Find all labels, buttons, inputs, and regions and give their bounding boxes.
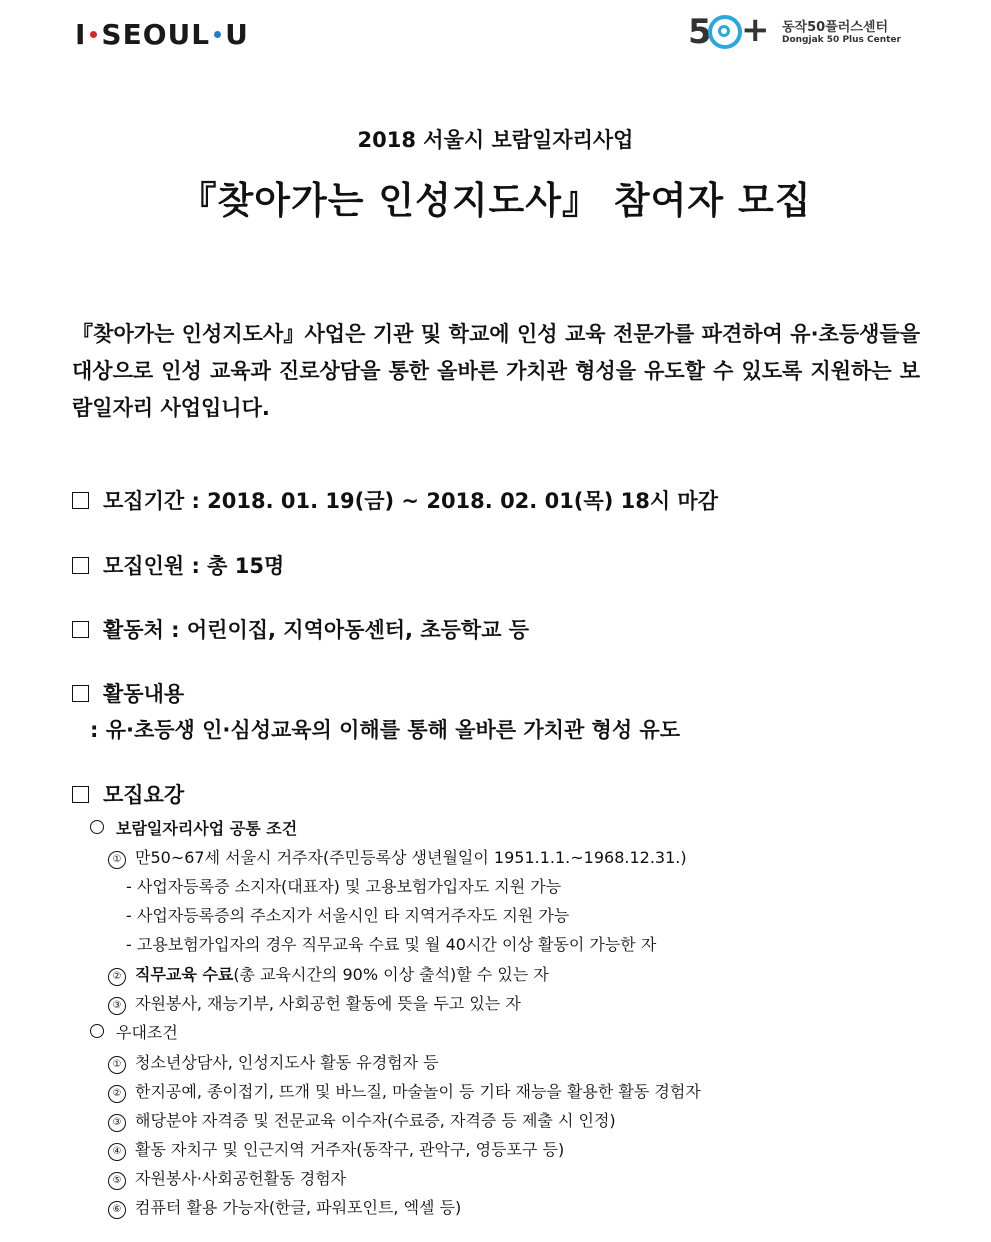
header: [0, 0, 991, 70]
center-name-ko: 동작50플러스센터: [782, 20, 888, 35]
logo-number: 5: [688, 12, 712, 52]
preferred-conditions-heading: 우대조건: [90, 1020, 178, 1043]
number-marker: ⑥: [108, 1201, 126, 1219]
section-count: 모집인원 : 총 15명: [72, 550, 284, 580]
section-place: 활동처 : 어린이집, 지역아동센터, 초등학교 등: [72, 614, 529, 644]
sub-title: 2018 서울시 보람일자리사업: [357, 128, 634, 152]
number-marker: ②: [108, 1085, 126, 1103]
seoul-logo: I SEOUL U: [75, 18, 249, 51]
preference-item: ② 한지공예, 종이접기, 뜨개 및 바느질, 마술놀이 등 기타 재능을 활용한 활동 경험자: [108, 1079, 701, 1103]
condition-1-sub: - 사업자등록증 소지자(대표자) 및 고용보험가입자도 지원 가능: [126, 877, 562, 896]
preference-item: ⑥ 컴퓨터 활용 가능자(한글, 파워포인트, 엑셀 등): [108, 1195, 461, 1219]
condition-2: ② 직무교육 수료(총 교육시간의 90% 이상 출석)할 수 있는 자: [108, 962, 549, 986]
section-content: 활동내용: [72, 678, 184, 708]
content-description: : 유·초등생 인·심성교육의 이해를 통해 올바른 가치관 형성 유도: [90, 718, 680, 742]
intro-paragraph: 『찾아가는 인성지도사』사업은 기관 및 학교에 인성 교육 전문가를 파견하여 유·초등생들을 대상으로 인성 교육과 진로상담을 통한 올바른 가치관 형성을 유도할 수 있도록 지원하는 보람일자리 사업입니다.: [72, 322, 920, 420]
number-marker: ①: [108, 851, 126, 869]
number-marker: ③: [108, 997, 126, 1015]
logo-plus: +: [741, 10, 770, 50]
number-marker: ④: [108, 1143, 126, 1161]
condition-1: ① 만50~67세 서울시 거주자(주민등록상 생년월일이 1951.1.1.~1968.12.31.): [108, 845, 687, 869]
number-marker: ②: [108, 968, 126, 986]
checkbox-square-icon: [72, 492, 89, 509]
checkbox-square-icon: [72, 685, 89, 702]
number-marker: ⑤: [108, 1172, 126, 1190]
common-conditions-heading: 보람일자리사업 공통 조건: [90, 816, 297, 839]
checkbox-square-icon: [72, 557, 89, 574]
circle-bullet-icon: [90, 820, 104, 834]
ring-icon: [708, 15, 742, 49]
preference-item: ① 청소년상담사, 인성지도사 활동 유경험자 등: [108, 1050, 439, 1074]
preference-item: ⑤ 자원봉사·사회공헌활동 경험자: [108, 1166, 346, 1190]
center-name-en: Dongjak 50 Plus Center: [782, 35, 901, 45]
number-marker: ③: [108, 1114, 126, 1132]
red-dot-icon: [90, 31, 97, 38]
dongjak-50-plus-logo: [688, 12, 928, 52]
main-title: 『찾아가는 인성지도사』 참여자 모집: [179, 179, 812, 222]
blue-dot-icon: [214, 31, 221, 38]
preference-item: ③ 해당분야 자격증 및 전문교육 이수자(수료증, 자격증 등 제출 시 인정): [108, 1108, 616, 1132]
section-requirements: 모집요강: [72, 779, 184, 809]
section-period: 모집기간 : 2018. 01. 19(금) ~ 2018. 02. 01(목) 18시 마감: [72, 485, 718, 515]
checkbox-square-icon: [72, 621, 89, 638]
condition-1-sub: - 사업자등록증의 주소지가 서울시인 타 지역거주자도 지원 가능: [126, 906, 570, 925]
condition-1-sub: - 고용보험가입자의 경우 직무교육 수료 및 월 40시간 이상 활동이 가능한 자: [126, 935, 657, 954]
preference-item: ④ 활동 자치구 및 인근지역 거주자(동작구, 관악구, 영등포구 등): [108, 1137, 564, 1161]
circle-bullet-icon: [90, 1024, 104, 1038]
emphasis-text: 직무교육 수료: [135, 965, 234, 984]
checkbox-square-icon: [72, 786, 89, 803]
number-marker: ①: [108, 1056, 126, 1074]
condition-3: ③ 자원봉사, 재능기부, 사회공헌 활동에 뜻을 두고 있는 자: [108, 991, 521, 1015]
